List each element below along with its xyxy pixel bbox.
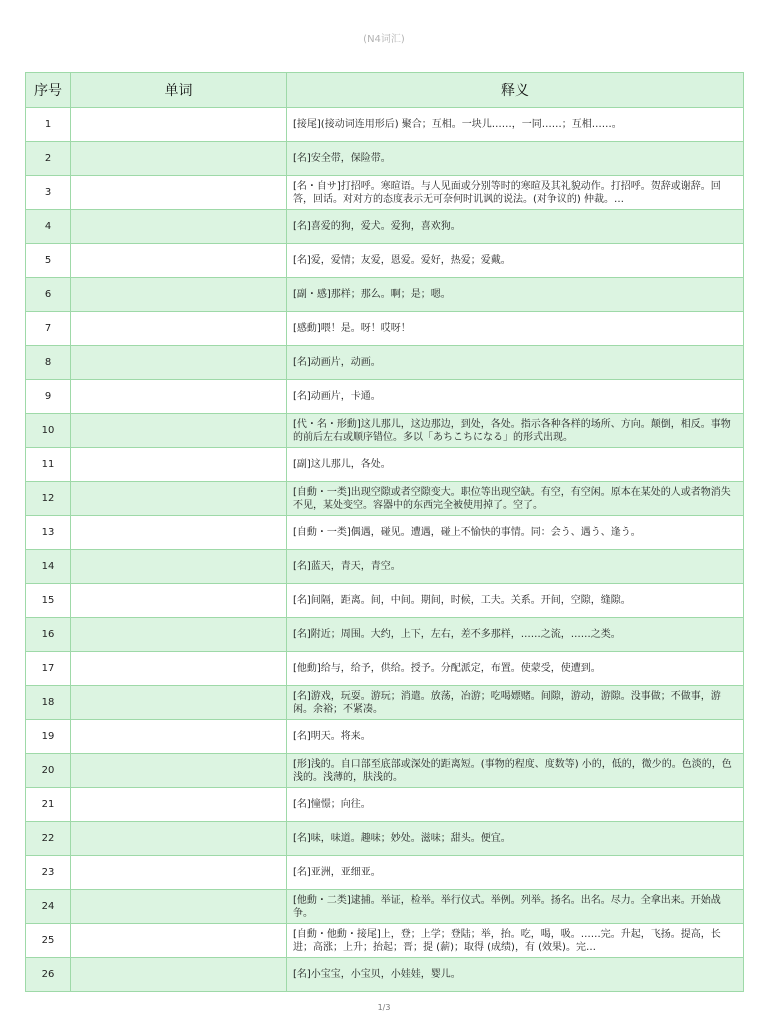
table-body: [26, 108, 744, 992]
table-row: [26, 142, 744, 176]
row-word: [71, 686, 287, 720]
row-definition-text: [名]爱，爱情；友爱，恩爱。爱好，热爱；爱戴。: [293, 255, 511, 266]
table-row: [26, 312, 744, 346]
row-number: 21: [26, 788, 71, 822]
row-number: 14: [26, 550, 71, 584]
row-definition: [287, 448, 744, 482]
row-definition: [287, 958, 744, 992]
table-row: [26, 754, 744, 788]
row-number: 11: [26, 448, 71, 482]
column-header-word: 单词: [71, 73, 287, 108]
row-definition: [287, 380, 744, 414]
table-row: [26, 414, 744, 448]
row-word: [71, 958, 287, 992]
row-number: 26: [26, 958, 71, 992]
table-row: [26, 958, 744, 992]
row-number: 16: [26, 618, 71, 652]
row-word: [71, 380, 287, 414]
row-definition: [287, 346, 744, 380]
row-definition: [287, 754, 744, 788]
row-definition: [287, 176, 744, 210]
row-number: 7: [26, 312, 71, 346]
row-definition: [287, 822, 744, 856]
page-number: 1/3: [377, 1003, 391, 1012]
row-definition-text: [自動・一类]出现空隙或者空隙变大。职位等出现空缺。有空，有空闲。原本在某处的人或者物消失不见，某处变空。容器中的东西完全被使用掉了。空了。: [293, 486, 731, 511]
row-definition-text: [名]喜爱的狗，爱犬。爱狗，喜欢狗。: [293, 221, 461, 232]
row-definition-text: [自動・一类]偶遇，碰见。遭遇，碰上不愉快的事情。同：会う、遇う、逢う。: [293, 527, 641, 538]
row-definition-text: [名]动画片，卡通。: [293, 391, 381, 402]
column-header-definition: 释义: [287, 73, 744, 108]
row-word: [71, 346, 287, 380]
row-word: [71, 822, 287, 856]
row-definition: [287, 550, 744, 584]
row-definition-text: [名・自サ]打招呼。寒暄语。与人见面或分别等时的寒暄及其礼貌动作。打招呼。贺辞或谢辞。回答，回话。对对方的态度表示无可奈何时讥讽的说法。(对争议的) 仲裁。…: [293, 180, 721, 205]
row-definition-text: [名]明天。将来。: [293, 731, 371, 742]
row-definition: [287, 788, 744, 822]
table-header-row: [26, 73, 744, 108]
row-definition: [287, 312, 744, 346]
table-row: [26, 482, 744, 516]
row-word: [71, 516, 287, 550]
row-number: 2: [26, 142, 71, 176]
row-word: [71, 924, 287, 958]
row-definition-text: [名]味，味道。趣味；妙处。滋味；甜头。便宜。: [293, 833, 511, 844]
table-row: [26, 108, 744, 142]
row-definition: [287, 482, 744, 516]
row-number: 19: [26, 720, 71, 754]
row-word: [71, 210, 287, 244]
row-number: 15: [26, 584, 71, 618]
table-row: [26, 788, 744, 822]
row-definition-text: [代・名・形動]这儿那儿，这边那边，到处，各处。指示各种各样的场所、方向。颠倒，相反。事物的前后左右或顺序错位。多以「あちこちになる」的形式出现。: [293, 418, 731, 443]
row-number: 3: [26, 176, 71, 210]
row-word: [71, 618, 287, 652]
row-definition-text: [感動]喂！是。呀！哎呀！: [293, 323, 411, 334]
table-row: [26, 924, 744, 958]
row-number: 25: [26, 924, 71, 958]
table-row: [26, 210, 744, 244]
row-number: 18: [26, 686, 71, 720]
row-word: [71, 482, 287, 516]
table-row: [26, 278, 744, 312]
vocab-table: [25, 72, 744, 992]
row-word: [71, 720, 287, 754]
row-word: [71, 652, 287, 686]
row-definition-text: [名]小宝宝，小宝贝，小娃娃，婴儿。: [293, 969, 461, 980]
row-definition: [287, 210, 744, 244]
table-row: [26, 652, 744, 686]
row-word: [71, 890, 287, 924]
row-word: [71, 312, 287, 346]
row-definition: [287, 244, 744, 278]
row-definition: [287, 856, 744, 890]
row-number: 22: [26, 822, 71, 856]
row-definition-text: [名]间隔，距离。间，中间。期间，时候，工夫。关系。开间，空隙，缝隙。: [293, 595, 631, 606]
row-definition-text: [名]附近；周围。大约，上下，左右，差不多那样，……之流，……之类。: [293, 629, 621, 640]
table-row: [26, 244, 744, 278]
row-definition: [287, 584, 744, 618]
table-row: [26, 618, 744, 652]
row-definition: [287, 142, 744, 176]
row-number: 20: [26, 754, 71, 788]
table-row: [26, 584, 744, 618]
row-definition: [287, 414, 744, 448]
row-definition-text: [名]安全带，保险带。: [293, 153, 391, 164]
table-row: [26, 856, 744, 890]
row-definition-text: [接尾](接动词连用形后) 聚合；互相。一块儿……，一同……；互相……。: [293, 119, 622, 130]
row-word: [71, 584, 287, 618]
row-number: 8: [26, 346, 71, 380]
column-header-number: 序号: [26, 73, 71, 108]
row-number: 13: [26, 516, 71, 550]
row-number: 23: [26, 856, 71, 890]
row-definition-text: [副・感]那样；那么。啊；是；嗯。: [293, 289, 451, 300]
row-definition: [287, 278, 744, 312]
row-word: [71, 176, 287, 210]
row-definition-text: [名]亚洲，亚细亚。: [293, 867, 381, 878]
row-word: [71, 244, 287, 278]
row-number: 24: [26, 890, 71, 924]
row-definition-text: [名]游戏，玩耍。游玩；消遣。放荡，冶游；吃喝嫖赌。间隙，游动，游隙。没事做；不做事，游闲。余裕；不紧凑。: [293, 690, 721, 715]
row-number: 4: [26, 210, 71, 244]
row-definition-text: [名]蓝天，青天，青空。: [293, 561, 401, 572]
row-definition: [287, 516, 744, 550]
row-word: [71, 108, 287, 142]
row-word: [71, 754, 287, 788]
table-row: [26, 516, 744, 550]
row-definition-text: [他動・二类]逮捕。举证，检举。举行仪式。举例。列举。扬名。出名。尽力。全拿出来。开始战争。: [293, 894, 721, 919]
row-number: 17: [26, 652, 71, 686]
row-number: 5: [26, 244, 71, 278]
row-number: 6: [26, 278, 71, 312]
table-row: [26, 448, 744, 482]
row-definition: [287, 686, 744, 720]
row-word: [71, 788, 287, 822]
row-definition-text: [名]憧憬；向往。: [293, 799, 371, 810]
row-number: 10: [26, 414, 71, 448]
row-definition-text: [形]浅的。自口部至底部或深处的距离短。(事物的程度、度数等) 小的，低的，微少的。色淡的，色浅的。浅薄的，肤浅的。: [293, 758, 732, 783]
row-definition: [287, 108, 744, 142]
row-word: [71, 448, 287, 482]
table-row: [26, 890, 744, 924]
row-word: [71, 414, 287, 448]
row-number: 12: [26, 482, 71, 516]
table-row: [26, 550, 744, 584]
row-definition-text: [自動・他動・接尾]上，登；上学；登陆；举，抬。吃，喝，吸。……完。升起，飞扬。提高，长进；高涨；上升；抬起；晋；提 (薪)；取得 (成绩)，有 (效果)。完…: [293, 928, 721, 953]
row-word: [71, 550, 287, 584]
row-definition-text: [副]这儿那儿，各处。: [293, 459, 391, 470]
table-row: [26, 686, 744, 720]
table-row: [26, 380, 744, 414]
row-definition-text: [他動]给与，给予，供给。授予。分配派定，布置。使蒙受，使遭到。: [293, 663, 601, 674]
row-word: [71, 142, 287, 176]
row-definition-text: [名]动画片，动画。: [293, 357, 381, 368]
row-word: [71, 856, 287, 890]
row-definition: [287, 720, 744, 754]
row-definition: [287, 924, 744, 958]
row-word: [71, 278, 287, 312]
table-row: [26, 176, 744, 210]
row-number: 1: [26, 108, 71, 142]
table-row: [26, 346, 744, 380]
row-number: 9: [26, 380, 71, 414]
table-row: [26, 822, 744, 856]
row-definition: [287, 652, 744, 686]
page-header: (N4词汇): [363, 34, 405, 45]
row-definition: [287, 890, 744, 924]
table-row: [26, 720, 744, 754]
row-definition: [287, 618, 744, 652]
